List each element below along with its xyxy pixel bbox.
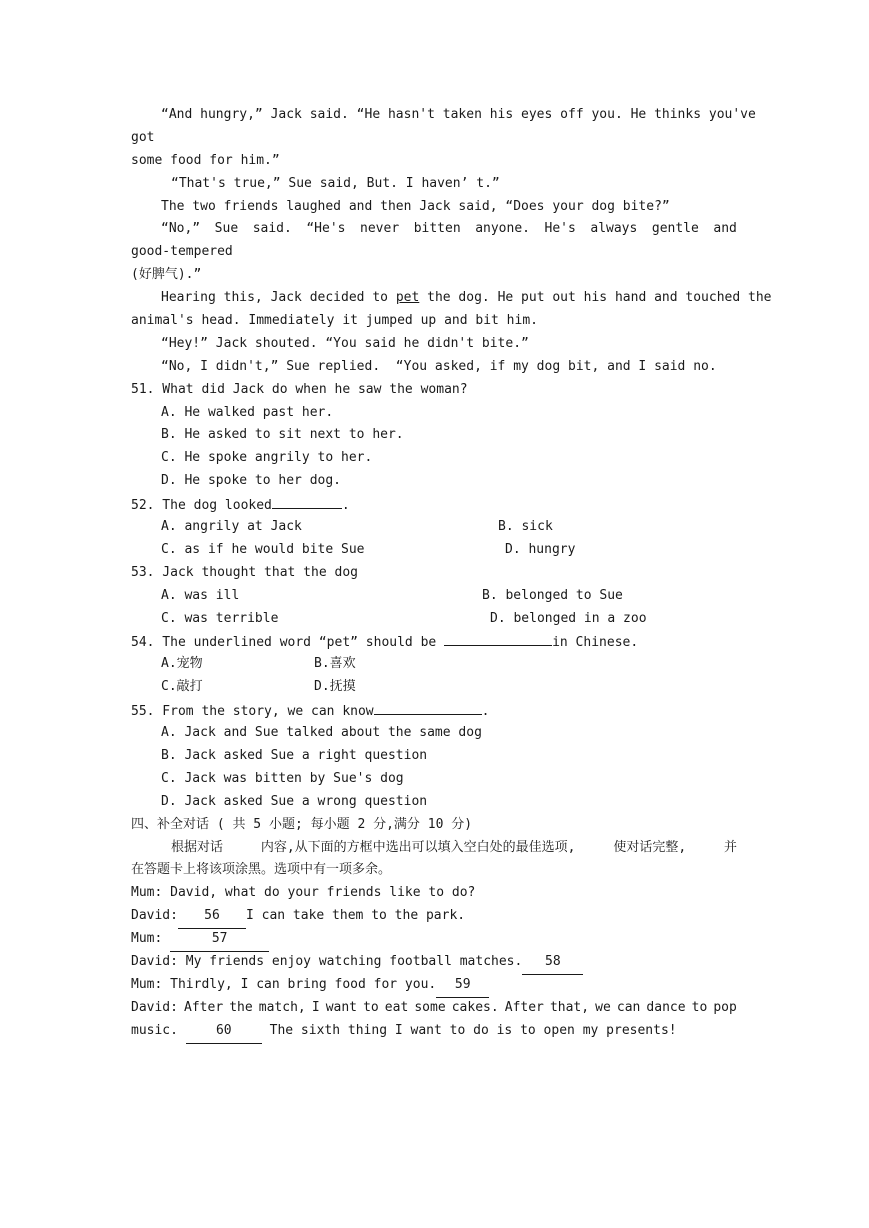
- question-53-options-ab: [131, 585, 737, 608]
- story-paragraph-4-end: (好脾气).”: [131, 267, 202, 283]
- word: bitten: [413, 221, 461, 237]
- word: that,: [549, 999, 590, 1015]
- question-54-options-cd: [131, 676, 737, 699]
- word: “He's: [306, 221, 346, 237]
- dialogue-line-5: [131, 974, 737, 997]
- word: 并: [723, 839, 737, 855]
- story-paragraph-1-end: some food for him.”: [131, 152, 280, 168]
- answer-blank-55: [374, 699, 482, 715]
- story-paragraph-7: “No, I didn't,” Sue replied. “You asked, if my dog bit, and I said no.: [161, 358, 717, 374]
- dialogue-line-6: [131, 997, 737, 1020]
- word: some: [414, 999, 446, 1015]
- word: After: [184, 999, 224, 1015]
- answer-blank-60: 60: [186, 1020, 262, 1044]
- word: match,: [258, 999, 306, 1015]
- question-55-option-b: B. Jack asked Sue a right question: [161, 747, 428, 763]
- question-51-option-a: A. He walked past her.: [161, 404, 334, 420]
- word: want: [325, 999, 358, 1015]
- story-paragraph-6: “Hey!” Jack shouted. “You said he didn't bite.”: [161, 335, 529, 351]
- text-span: David: My friends enjoy watching football matches.: [131, 953, 523, 969]
- text-span: Mum: Thirdly, I can bring food for you.: [131, 976, 437, 992]
- question-52-option-a: A. angrily at Jack: [161, 519, 302, 535]
- question-51-option-c: C. He spoke angrily to her.: [161, 450, 373, 466]
- question-53-option-a: A. was ill: [161, 587, 240, 603]
- question-54-option-d: D.抚摸: [314, 679, 356, 695]
- answer-blank-54: [444, 630, 552, 646]
- answer-blank-59: 59: [436, 974, 489, 998]
- text-span: Hearing this, Jack decided to: [161, 290, 396, 306]
- word: cakes.: [451, 999, 499, 1015]
- text-span: music.: [131, 1022, 186, 1038]
- text-span: 54. The underlined word “pet” should be: [131, 635, 445, 651]
- text-span: The sixth thing I want to do is to open my presents!: [261, 1022, 677, 1038]
- word: pop: [713, 999, 737, 1015]
- word: anyone.: [475, 221, 530, 237]
- answer-blank-57: 57: [170, 928, 269, 952]
- word: eat: [384, 999, 409, 1015]
- text-span: I can take them to the park.: [245, 908, 466, 924]
- document-page: [131, 104, 772, 1043]
- question-51-stem: 51. What did Jack do when he saw the woman?: [131, 381, 468, 397]
- answer-blank-52: [272, 493, 342, 509]
- question-55-option-c: C. Jack was bitten by Sue's dog: [161, 770, 404, 786]
- word: He's: [544, 221, 576, 237]
- story-paragraph-1-wrap: got: [131, 129, 155, 145]
- word: 使对话完整,: [613, 839, 687, 855]
- question-51-option-d: D. He spoke to her dog.: [161, 473, 342, 489]
- question-52-option-b: B. sick: [498, 519, 553, 535]
- word: said.: [252, 221, 292, 237]
- answer-blank-58: 58: [522, 951, 583, 975]
- section-4-heading: 四、补全对话 ( 共 5 小题; 每小题 2 分,满分 10 分): [131, 816, 473, 832]
- section-4-instructions-wrap: 在答题卡上将该项涂黑。选项中有一项多余。: [131, 862, 392, 878]
- word: 根据对话: [171, 839, 224, 855]
- word: and: [713, 221, 737, 237]
- question-52-options-cd: [131, 539, 737, 562]
- question-52-options-ab: [131, 516, 737, 539]
- story-paragraph-3: The two friends laughed and then Jack said, “Does your dog bite?”: [161, 198, 670, 214]
- dialogue-line-3: [131, 928, 737, 951]
- story-paragraph-4: [131, 218, 737, 241]
- text-span: .: [341, 498, 350, 514]
- answer-blank-56: 56: [178, 905, 246, 929]
- text-span: 52. The dog looked: [131, 498, 272, 514]
- text-span: 55. From the story, we can know: [131, 704, 374, 720]
- question-54-option-a: A.宠物: [161, 656, 203, 672]
- story-paragraph-2: “That's true,” Sue said, But. I haven’ t.”: [171, 175, 500, 191]
- question-53-option-b: B. belonged to Sue: [482, 587, 623, 603]
- story-paragraph-5-wrap: animal's head. Immediately it jumped up and bit him.: [131, 313, 538, 329]
- question-52-option-d: D. hungry: [505, 541, 576, 557]
- word: always: [590, 221, 638, 237]
- word: never: [360, 221, 400, 237]
- story-paragraph-5: [131, 287, 772, 310]
- question-53-options-cd: [131, 608, 737, 631]
- question-54-options-ab: [131, 653, 737, 676]
- word: After: [504, 999, 544, 1015]
- question-54-option-c: C.敲打: [161, 679, 203, 695]
- word: to: [363, 999, 379, 1015]
- text-span: the dog. He put out his hand and touched the: [419, 290, 772, 306]
- section-4-instructions: [131, 837, 737, 860]
- story-paragraph-4-wrap: good-tempered: [131, 244, 233, 260]
- word: 内容,从下面的方框中选出可以填入空白处的最佳选项,: [260, 839, 576, 855]
- question-51-option-b: B. He asked to sit next to her.: [161, 427, 404, 443]
- speaker-label: David:: [131, 908, 178, 924]
- word: I: [311, 999, 320, 1015]
- dialogue-line-4: [131, 951, 737, 974]
- story-paragraph-1: “And hungry,” Jack said. “He hasn't taken his eyes off you. He thinks you've: [161, 107, 756, 122]
- word: dance: [646, 999, 686, 1015]
- question-55-stem: [131, 699, 737, 722]
- word: gentle: [651, 221, 699, 237]
- question-54-stem: [131, 630, 737, 653]
- word: can: [616, 999, 641, 1015]
- question-53-stem: 53. Jack thought that the dog: [131, 564, 358, 580]
- question-52-option-c: C. as if he would bite Sue: [161, 541, 365, 557]
- word: David:: [131, 999, 178, 1015]
- dialogue-line-2: [131, 905, 737, 928]
- word: “No,”: [161, 221, 201, 237]
- question-53-option-d: D. belonged in a zoo: [490, 610, 647, 626]
- question-55-option-a: A. Jack and Sue talked about the same dog: [161, 725, 482, 741]
- word: the: [229, 999, 253, 1015]
- dialogue-line-7: [131, 1020, 737, 1043]
- speaker-label: Mum:: [131, 931, 171, 947]
- question-54-option-b: B.喜欢: [314, 656, 356, 672]
- question-55-option-d: D. Jack asked Sue a wrong question: [161, 793, 428, 809]
- question-53-option-c: C. was terrible: [161, 610, 279, 626]
- underlined-word-pet: pet: [395, 290, 420, 306]
- word: Sue: [214, 221, 239, 237]
- word: to: [691, 999, 708, 1015]
- question-52-stem: [131, 493, 737, 516]
- text-span: in Chinese.: [552, 635, 639, 651]
- dialogue-line-1: Mum: David, what do your friends like to do?: [131, 885, 476, 901]
- word: we: [595, 999, 611, 1015]
- text-span: .: [481, 704, 490, 720]
